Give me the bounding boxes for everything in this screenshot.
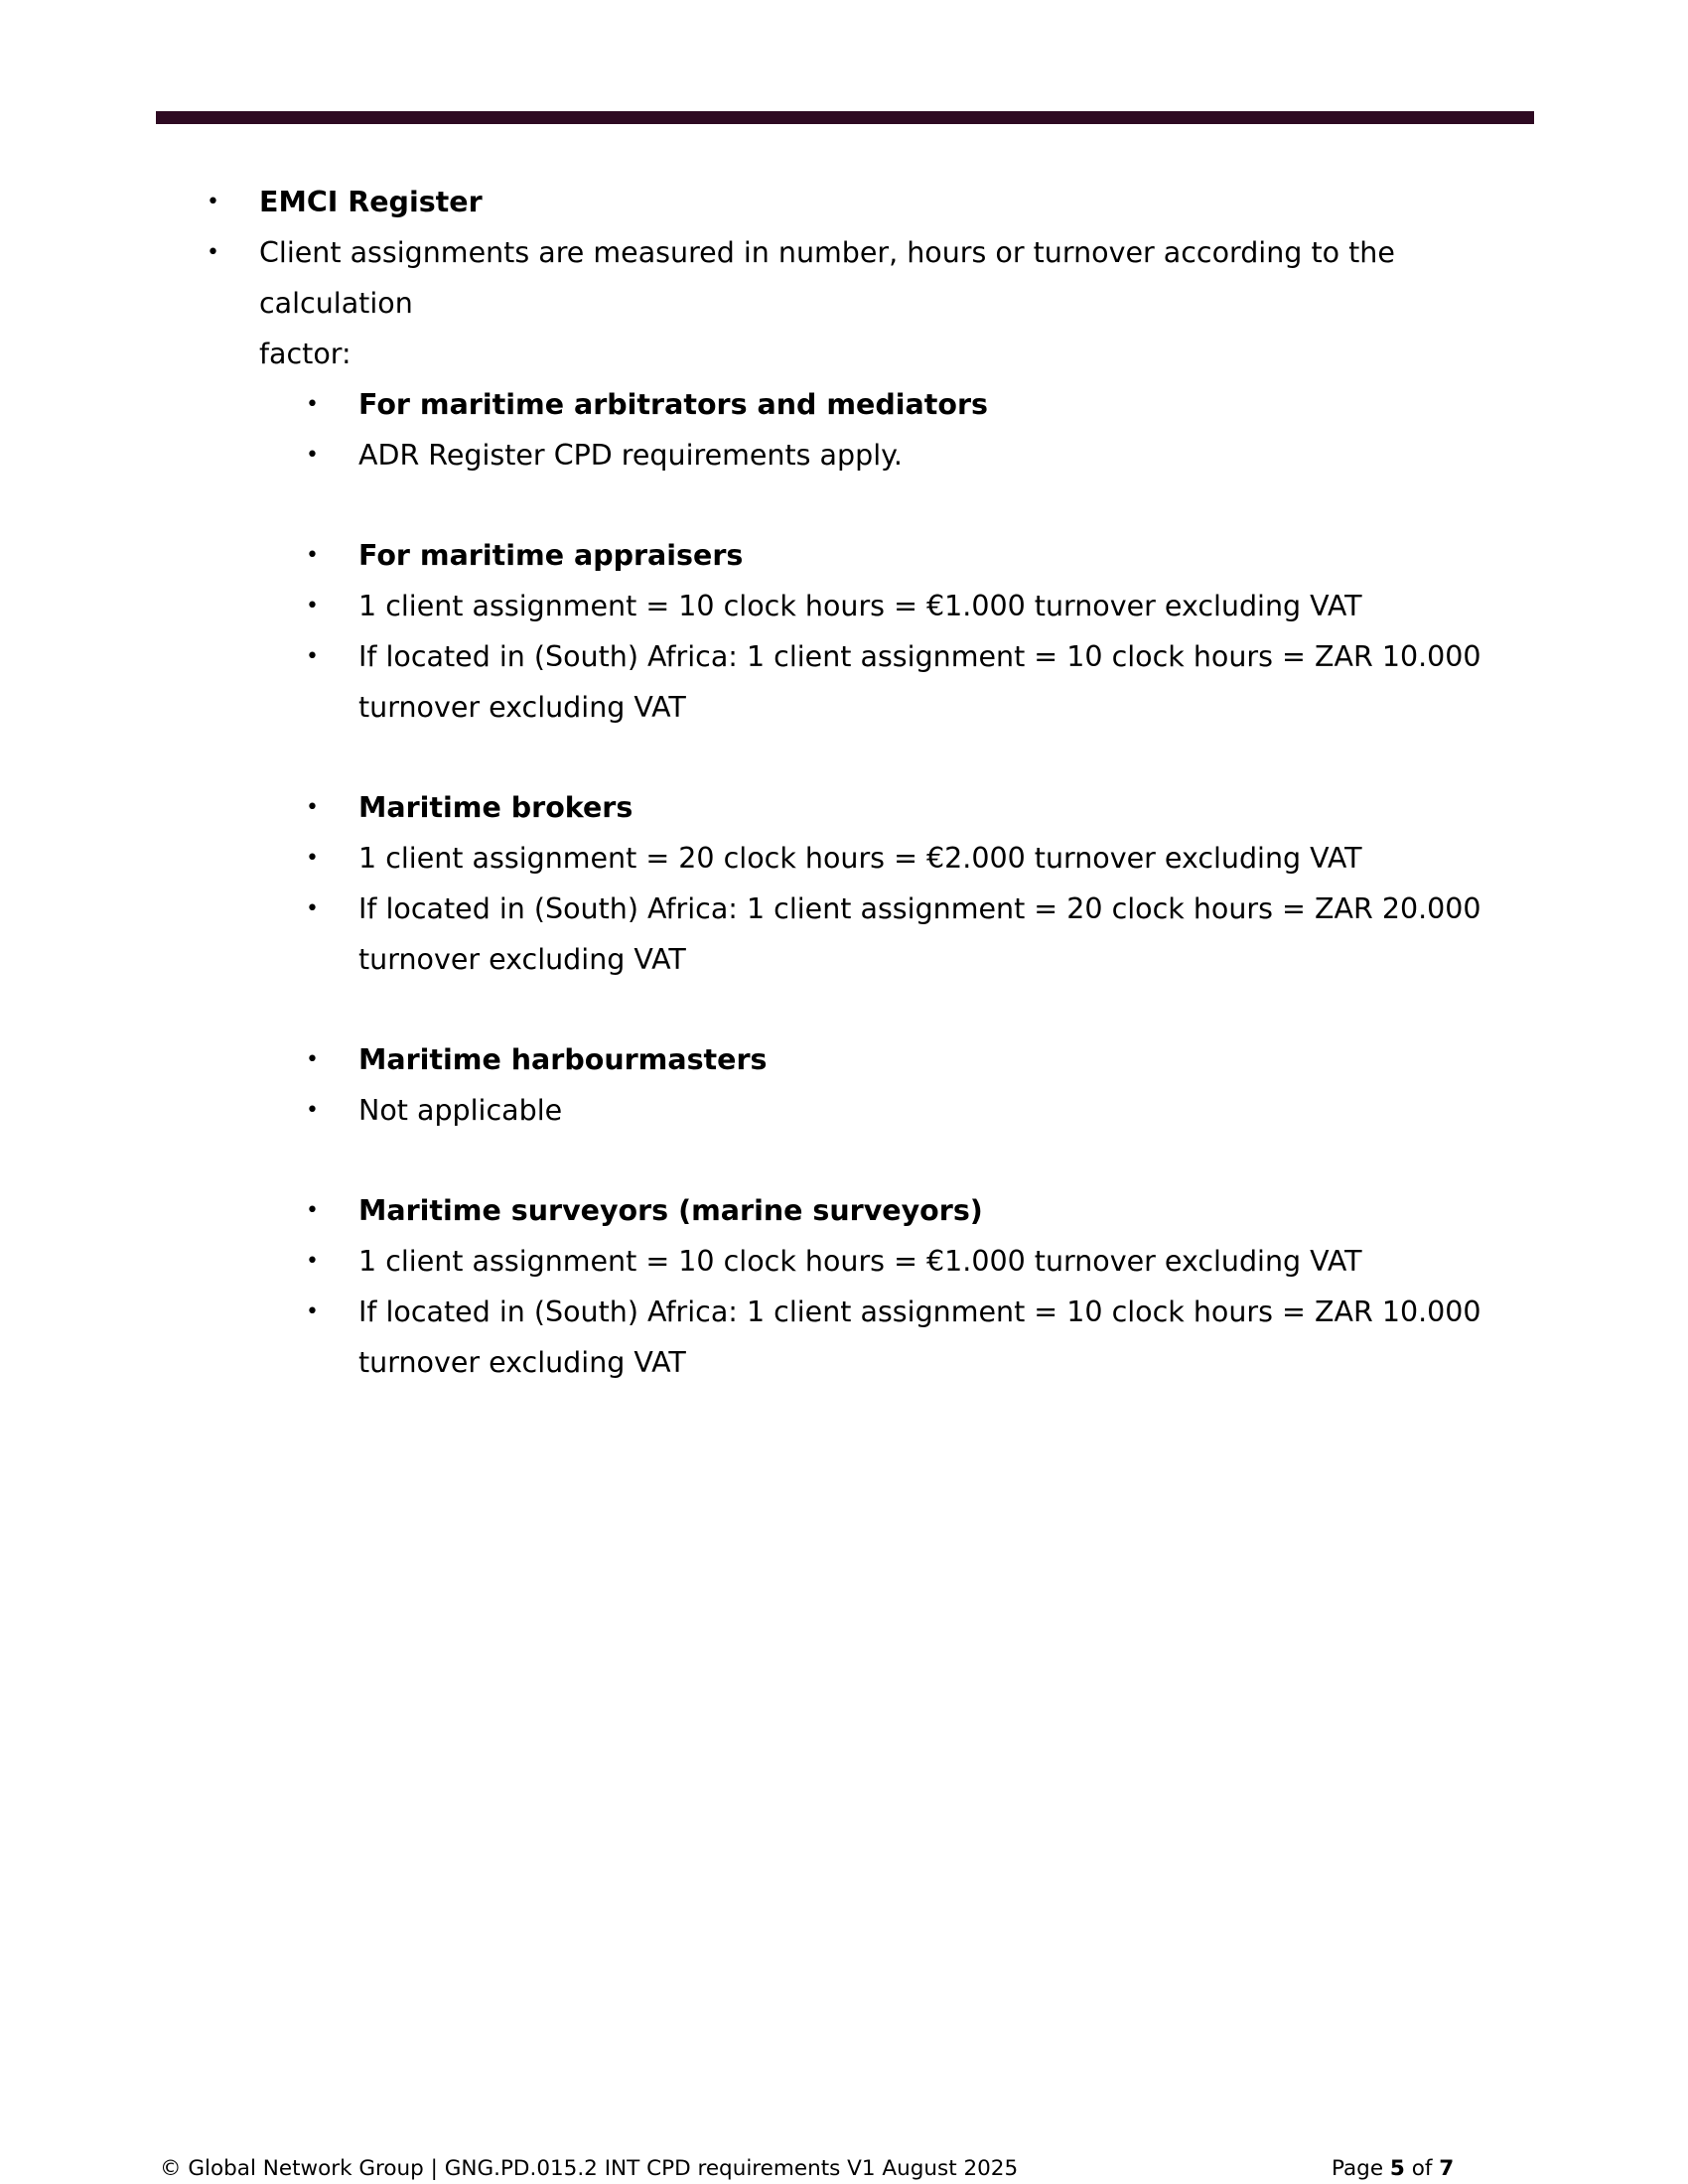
bullet-icon: • xyxy=(306,594,319,618)
group-heading-text: For maritime arbitrators and mediators xyxy=(358,388,988,421)
bullet-icon: • xyxy=(306,1047,319,1072)
document-body xyxy=(0,177,1688,1388)
group-heading-text: For maritime appraisers xyxy=(358,539,744,572)
list-item-text: 1 client assignment = 10 clock hours = €1.000 turnover excluding VAT xyxy=(358,590,1362,622)
header-rule xyxy=(156,111,1534,124)
emci-register-heading: EMCI Register xyxy=(259,186,483,218)
bullet-icon: • xyxy=(207,240,219,265)
list-item xyxy=(0,1085,1688,1136)
bullet-icon: • xyxy=(306,1198,319,1223)
list-item-text: Not applicable xyxy=(358,1094,563,1127)
bullet-icon: • xyxy=(306,1098,319,1123)
page-of-label: of xyxy=(1411,2156,1433,2181)
bullet-icon: • xyxy=(306,644,319,669)
page-number xyxy=(1332,2156,1454,2182)
group-heading-brokers xyxy=(0,782,1688,833)
list-item-text: If located in (South) Africa: 1 client assignment = 10 clock hours = ZAR 10.000 turnover excluding VAT xyxy=(358,1296,1481,1379)
bullet-icon: • xyxy=(306,795,319,820)
list-item xyxy=(0,884,1688,985)
bullet-icon: • xyxy=(306,1299,319,1324)
list-item xyxy=(0,227,1688,370)
bullet-icon: • xyxy=(306,846,319,871)
list-item-text: If located in (South) Africa: 1 client assignment = 20 clock hours = ZAR 20.000 turnover excluding VAT xyxy=(358,892,1481,976)
list-item-text: 1 client assignment = 10 clock hours = €1.000 turnover excluding VAT xyxy=(358,1245,1362,1278)
group-heading-harbourmasters xyxy=(0,1034,1688,1085)
group-heading-text: Maritime harbourmasters xyxy=(358,1043,768,1076)
bullet-icon: • xyxy=(306,543,319,568)
list-item-text: 1 client assignment = 20 clock hours = €2.000 turnover excluding VAT xyxy=(358,842,1362,875)
page-total: 7 xyxy=(1439,2156,1455,2181)
bullet-icon: • xyxy=(306,1249,319,1274)
bullet-icon: • xyxy=(306,443,319,468)
page-label: Page xyxy=(1332,2156,1384,2181)
group-heading-surveyors xyxy=(0,1185,1688,1236)
list-item-text: ADR Register CPD requirements apply. xyxy=(358,439,903,472)
group-heading-text: Maritime surveyors (marine surveyors) xyxy=(358,1194,983,1227)
group-heading-appraisers xyxy=(0,530,1688,581)
list-item xyxy=(0,833,1688,884)
bullet-icon: • xyxy=(306,896,319,921)
bullet-icon: • xyxy=(306,392,319,417)
group-heading-text: Maritime brokers xyxy=(358,791,633,824)
list-item xyxy=(0,1287,1688,1388)
list-item xyxy=(0,177,1688,227)
page-current: 5 xyxy=(1389,2156,1405,2181)
footer-document-reference: © Global Network Group | GNG.PD.015.2 INT CPD requirements V1 August 2025 xyxy=(160,2156,1019,2181)
group-heading-arbitrators xyxy=(0,379,1688,430)
bullet-icon: • xyxy=(207,190,219,214)
list-item xyxy=(0,581,1688,631)
list-item xyxy=(0,430,1688,480)
list-item xyxy=(0,1236,1688,1287)
list-item-text: If located in (South) Africa: 1 client assignment = 10 clock hours = ZAR 10.000 turnover excluding VAT xyxy=(358,640,1481,724)
calculation-factor-text: Client assignments are measured in number, hours or turnover according to the calculation factor: xyxy=(259,236,1395,370)
list-item xyxy=(0,631,1688,733)
